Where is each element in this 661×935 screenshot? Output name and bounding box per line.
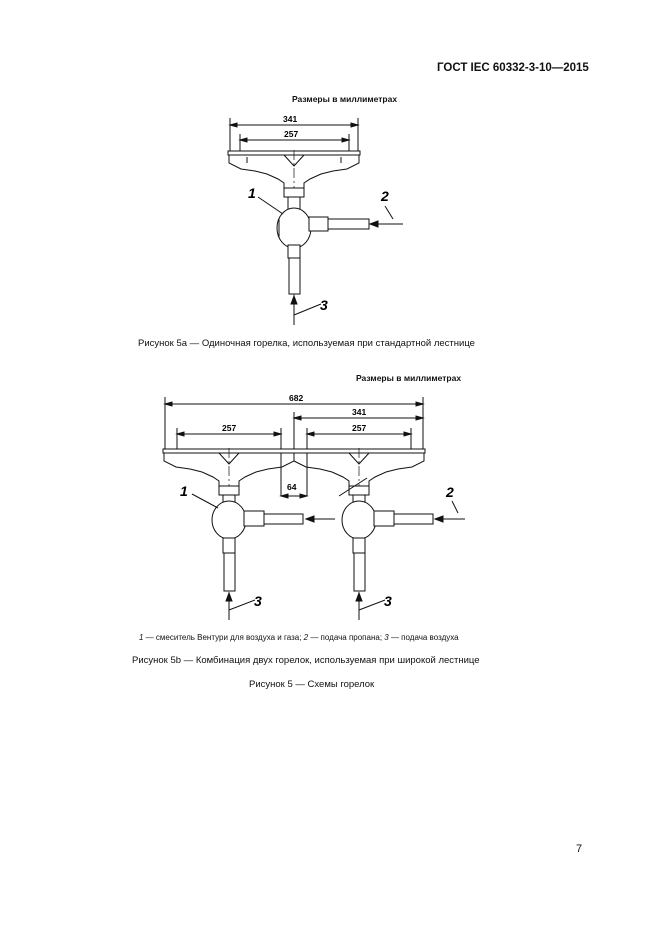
- fig5b-left-venturi-mixer: [212, 501, 246, 539]
- fig5b-right-air-pipe: [354, 553, 365, 591]
- fig5b-left-neck: [219, 486, 239, 495]
- fig5b-left-gas-pipe: [264, 514, 303, 524]
- standard-designation: ГОСТ IEC 60332-3-10—2015: [437, 62, 589, 74]
- fig5b-dim-gap-label: 64: [287, 482, 297, 492]
- fig5b-right-gas-nozzle: [374, 511, 394, 526]
- fig5a-dim-outer-label: 341: [283, 114, 298, 124]
- fig5b-dim-left-inner-label: 257: [222, 423, 237, 433]
- fig5b-right-leader-3: [359, 600, 385, 610]
- fig5b-callout-3-left: 3: [254, 593, 262, 609]
- fig5b-caption: Рисунок 5b — Комбинация двух горелок, используемая при широкой лестнице: [132, 655, 480, 666]
- fig5b-callout-3-right: 3: [384, 593, 392, 609]
- fig5a-callout-2: 2: [381, 188, 389, 204]
- fig5b-arrow: [165, 402, 172, 406]
- fig5b-dim-right-inner-label: 257: [352, 423, 367, 433]
- fig5b-dim-total-label: 682: [289, 393, 304, 403]
- fig5a-callout-1: 1: [248, 185, 256, 201]
- fig5b-arrow: [416, 416, 423, 420]
- fig5a-caption: Рисунок 5а — Одиночная горелка, используемая при стандартной лестнице: [138, 338, 475, 349]
- fig5b-arrow: [300, 494, 307, 498]
- fig5b-right-venturi-mixer: [342, 501, 376, 539]
- legend-num-1: 1: [139, 633, 144, 642]
- fig5b-legend: [139, 633, 459, 642]
- fig5b-left-leader-3: [229, 600, 255, 610]
- fig5b-burner-top-plate: [163, 449, 425, 453]
- fig5b-dim-right-outer-label: 341: [352, 407, 367, 417]
- page-number: 7: [576, 843, 583, 855]
- fig5b-right-mixer-lower: [353, 538, 365, 553]
- fig5b-arrow: [307, 432, 314, 436]
- fig5b-left-gas-nozzle: [244, 511, 264, 526]
- legend-text-1: — смеситель Вентури для воздуха и газа;: [143, 633, 304, 642]
- fig5b-callout-2: 2: [446, 484, 454, 500]
- fig5b-arrow-2-head: [435, 516, 443, 522]
- fig5b-left-arrow-3-head: [226, 593, 232, 601]
- fig5b-left-air-pipe: [224, 553, 235, 591]
- fig5b-arrow: [404, 432, 411, 436]
- fig5a-callout-3: 3: [320, 297, 328, 313]
- fig5b-arrow: [281, 494, 288, 498]
- fig5b-left-arrow-2-head: [306, 516, 314, 522]
- fig5a-dim-inner-label: 257: [284, 129, 299, 139]
- fig5b-dimensions-note: Размеры в миллиметрах: [356, 373, 462, 383]
- fig5b-arrow: [177, 432, 184, 436]
- fig5b-right-arrow-3-head: [356, 593, 362, 601]
- legend-num-3: 3: [384, 633, 389, 642]
- figure-caption: Рисунок 5 — Схемы горелок: [249, 679, 375, 690]
- legend-num-2: 2: [303, 633, 309, 642]
- fig5b-right-gas-pipe: [394, 514, 433, 524]
- fig5b-arrow: [274, 432, 281, 436]
- fig5b-leader-2: [452, 501, 458, 513]
- fig5b-arrow: [416, 402, 423, 406]
- fig5b-callout-1: 1: [180, 483, 188, 499]
- legend-text-3: — подача воздуха: [388, 633, 459, 642]
- fig5b-left-mixer-lower: [223, 538, 235, 553]
- fig5b-arrow: [294, 416, 301, 420]
- fig5b-leader-1: [192, 494, 218, 508]
- legend-text-2: — подача пропана;: [308, 633, 385, 642]
- fig5a-dimensions-note: Размеры в миллиметрах: [292, 94, 398, 104]
